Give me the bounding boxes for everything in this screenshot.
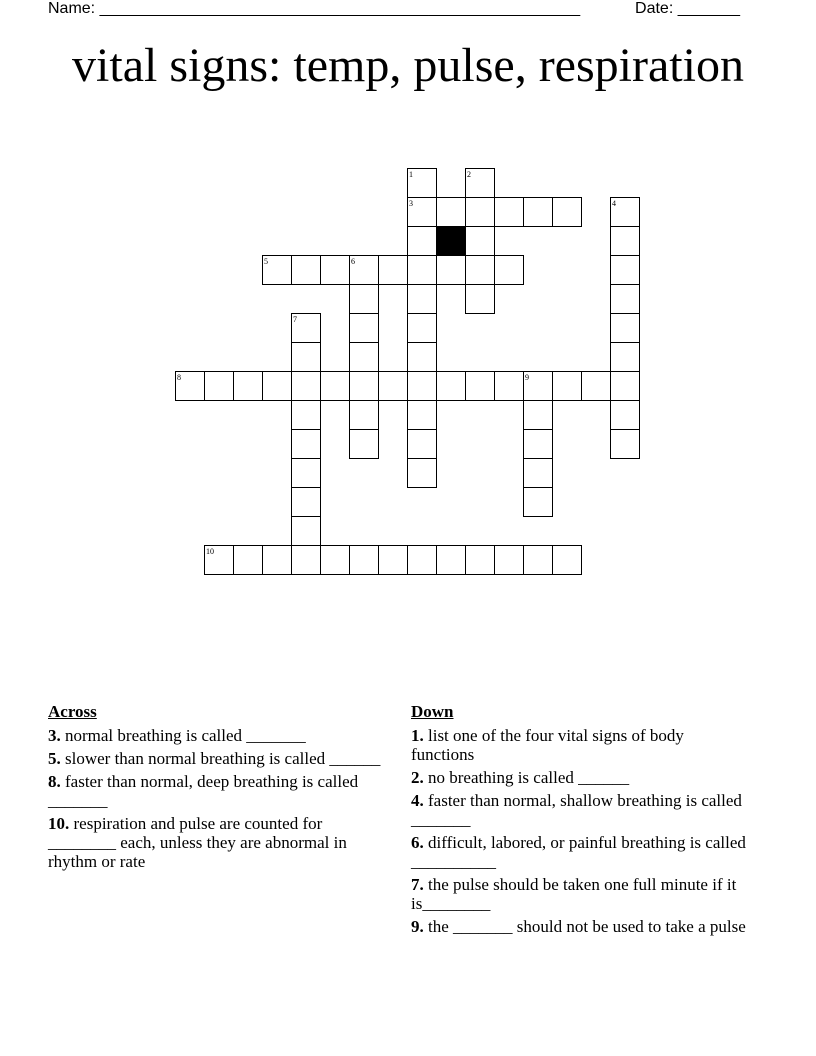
grid-cell[interactable]	[292, 430, 321, 459]
grid-cell[interactable]	[553, 198, 582, 227]
clue-number: 4.	[411, 791, 424, 810]
down-clue-4	[411, 791, 751, 829]
across-clue-10	[48, 814, 394, 871]
grid-cell[interactable]	[611, 256, 640, 285]
clue-text: slower than normal breathing is called ______	[65, 749, 381, 768]
grid-cell[interactable]	[263, 372, 292, 401]
grid-cell[interactable]	[437, 546, 466, 575]
clue-text: normal breathing is called _______	[65, 726, 306, 745]
clue-number-label: 2	[467, 170, 471, 179]
clue-number: 8.	[48, 772, 61, 791]
grid-cell[interactable]	[611, 430, 640, 459]
clue-number: 7.	[411, 875, 424, 894]
grid-cell[interactable]	[408, 372, 437, 401]
across-clue-5	[48, 749, 394, 768]
clue-text: faster than normal, deep breathing is called _______	[48, 772, 359, 810]
grid-cell[interactable]	[408, 227, 437, 256]
clue-text: the _______ should not be used to take a pulse	[428, 917, 746, 936]
grid-cell[interactable]	[408, 430, 437, 459]
grid-cell[interactable]	[234, 546, 263, 575]
grid-cell[interactable]	[292, 517, 321, 546]
clue-number-label: 4	[612, 199, 616, 208]
grid-cell[interactable]	[437, 372, 466, 401]
grid-cell[interactable]	[466, 285, 495, 314]
across-clues	[48, 702, 394, 875]
grid-cell[interactable]	[205, 372, 234, 401]
grid-cell[interactable]	[350, 430, 379, 459]
grid-cell[interactable]	[495, 372, 524, 401]
clue-number-label: 3	[409, 199, 413, 208]
grid-cell[interactable]	[437, 198, 466, 227]
grid-cell[interactable]	[611, 343, 640, 372]
grid-cell[interactable]	[524, 198, 553, 227]
grid-cell[interactable]	[524, 459, 553, 488]
grid-cell[interactable]	[379, 546, 408, 575]
clue-number-label: 8	[177, 373, 181, 382]
clue-number-label: 7	[293, 315, 297, 324]
grid-cell[interactable]	[408, 343, 437, 372]
grid-cell[interactable]	[553, 372, 582, 401]
grid-cell[interactable]	[292, 488, 321, 517]
clue-text: faster than normal, shallow breathing is called _______	[411, 791, 742, 829]
grid-cell[interactable]	[408, 459, 437, 488]
grid-cell[interactable]	[524, 488, 553, 517]
grid-cell[interactable]	[321, 372, 350, 401]
clue-number: 5.	[48, 749, 61, 768]
grid-cell[interactable]	[350, 314, 379, 343]
grid-cell[interactable]	[611, 314, 640, 343]
grid-cell[interactable]	[582, 372, 611, 401]
grid-cell[interactable]	[466, 372, 495, 401]
clue-text: difficult, labored, or painful breathing is called __________	[411, 833, 746, 871]
date-field[interactable]: Date: _______	[635, 0, 740, 17]
grid-cell[interactable]	[524, 546, 553, 575]
grid-cell[interactable]	[611, 372, 640, 401]
clue-number-label: 6	[351, 257, 355, 266]
grid-cell[interactable]	[611, 401, 640, 430]
grid-cell[interactable]	[263, 546, 292, 575]
grid-cell[interactable]	[553, 546, 582, 575]
down-clues	[411, 702, 751, 940]
grid-cell[interactable]	[437, 256, 466, 285]
grid-cell[interactable]	[611, 227, 640, 256]
grid-cell[interactable]	[292, 256, 321, 285]
clue-number: 2.	[411, 768, 424, 787]
across-clue-3	[48, 726, 394, 745]
clue-number-label: 1	[409, 170, 413, 179]
grid-cell[interactable]	[611, 285, 640, 314]
down-clue-1	[411, 726, 751, 764]
grid-cell[interactable]	[292, 546, 321, 575]
grid-cell[interactable]	[495, 198, 524, 227]
grid-cell[interactable]	[292, 343, 321, 372]
page-title: vital signs: temp, pulse, respiration	[72, 39, 744, 92]
grid-cell[interactable]	[495, 256, 524, 285]
grid-cell[interactable]	[292, 401, 321, 430]
across-heading: Across	[48, 702, 97, 721]
clue-number: 9.	[411, 917, 424, 936]
name-field[interactable]: Name: ______________________________________________________	[48, 0, 581, 17]
clue-text: list one of the four vital signs of body functions	[411, 726, 684, 764]
grid-cell[interactable]	[408, 546, 437, 575]
grid-cell[interactable]	[321, 546, 350, 575]
grid-cell[interactable]	[524, 430, 553, 459]
down-clue-6	[411, 833, 751, 871]
grid-cell[interactable]	[350, 343, 379, 372]
grid-cell[interactable]	[379, 372, 408, 401]
grid-cell[interactable]	[292, 372, 321, 401]
grid-cell[interactable]	[234, 372, 263, 401]
grid-cell[interactable]	[292, 459, 321, 488]
clue-text: the pulse should be taken one full minute if it is________	[411, 875, 737, 913]
clue-number: 1.	[411, 726, 424, 745]
grid-block	[437, 227, 466, 256]
clue-number: 3.	[48, 726, 61, 745]
grid-cell[interactable]	[524, 401, 553, 430]
grid-cell[interactable]	[350, 285, 379, 314]
grid-cell[interactable]	[321, 256, 350, 285]
clue-number: 10.	[48, 814, 70, 833]
grid-cell[interactable]	[466, 227, 495, 256]
down-clue-9	[411, 917, 751, 936]
down-clue-7	[411, 875, 751, 913]
grid-cell[interactable]	[350, 372, 379, 401]
grid-cell[interactable]	[408, 256, 437, 285]
grid-cell[interactable]	[466, 256, 495, 285]
clue-number-label: 5	[264, 257, 268, 266]
across-clue-8	[48, 772, 394, 810]
clue-number: 6.	[411, 833, 424, 852]
grid-cell[interactable]	[350, 546, 379, 575]
clue-number-label: 9	[525, 373, 529, 382]
grid-cell[interactable]	[408, 401, 437, 430]
down-clue-2	[411, 768, 751, 787]
grid-cell[interactable]	[495, 546, 524, 575]
clue-text: no breathing is called ______	[428, 768, 630, 787]
grid-cell[interactable]	[408, 314, 437, 343]
grid-cell[interactable]	[350, 401, 379, 430]
grid-cell[interactable]	[379, 256, 408, 285]
clue-number-label: 10	[206, 547, 214, 556]
grid-cell[interactable]	[466, 546, 495, 575]
grid-cell[interactable]	[408, 285, 437, 314]
down-heading: Down	[411, 702, 454, 721]
clue-text: respiration and pulse are counted for ________ each, unless they are abnormal in rhythm or rate	[48, 814, 347, 871]
grid-cell[interactable]	[466, 198, 495, 227]
